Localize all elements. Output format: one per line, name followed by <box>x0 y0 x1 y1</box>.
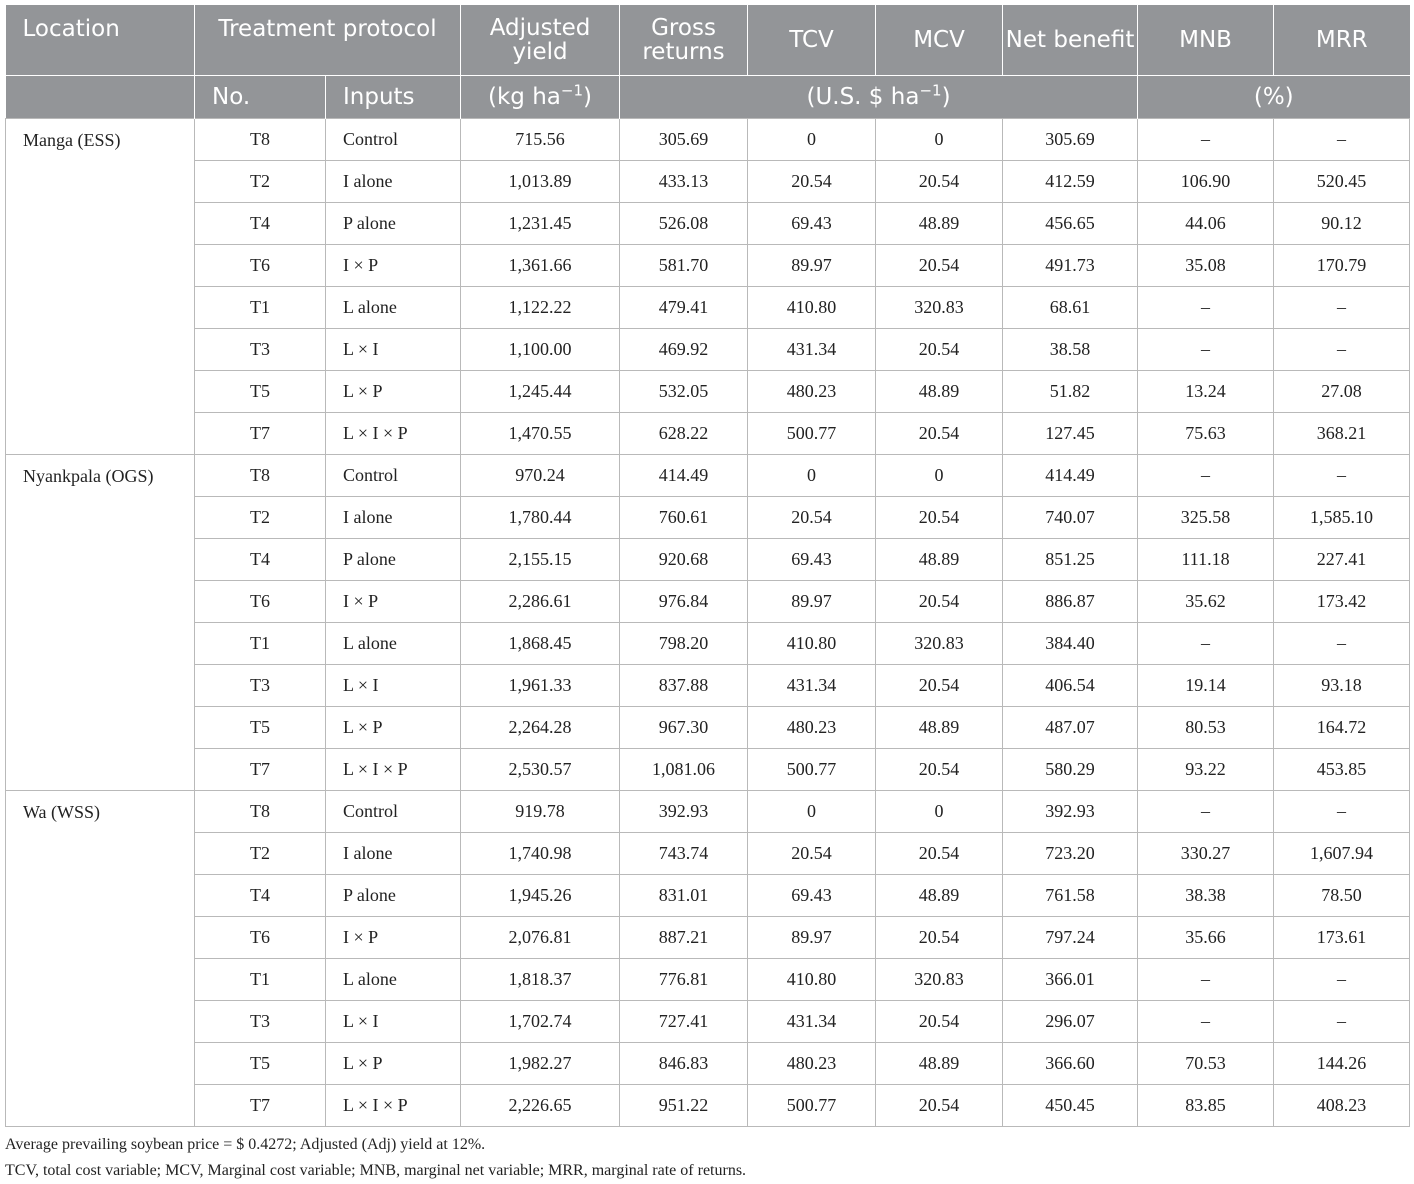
treatment-inputs-cell: L × I <box>326 665 461 707</box>
mnb-cell: – <box>1138 791 1274 833</box>
treatment-inputs-cell: L × P <box>326 371 461 413</box>
net-benefit-cell: 723.20 <box>1003 833 1138 875</box>
mcv-cell: 20.54 <box>876 833 1003 875</box>
treatment-inputs-cell: L × I <box>326 1001 461 1043</box>
mrr-cell: 520.45 <box>1274 161 1410 203</box>
net-benefit-cell: 740.07 <box>1003 497 1138 539</box>
tcv-cell: 89.97 <box>748 245 876 287</box>
table-row <box>6 497 1410 539</box>
treatment-no-cell: T6 <box>195 245 326 287</box>
table-row <box>6 287 1410 329</box>
header-inputs: Inputs <box>326 76 461 119</box>
header-no: No. <box>195 76 326 119</box>
table-row <box>6 581 1410 623</box>
gross-returns-cell: 920.68 <box>620 539 748 581</box>
treatment-inputs-cell: I × P <box>326 917 461 959</box>
gross-returns-cell: 831.01 <box>620 875 748 917</box>
gross-returns-cell: 526.08 <box>620 203 748 245</box>
mrr-cell: 173.42 <box>1274 581 1410 623</box>
treatment-no-cell: T7 <box>195 1085 326 1127</box>
gross-returns-cell: 846.83 <box>620 1043 748 1085</box>
treatment-no-cell: T6 <box>195 581 326 623</box>
tcv-cell: 0 <box>748 791 876 833</box>
net-benefit-cell: 491.73 <box>1003 245 1138 287</box>
tcv-cell: 431.34 <box>748 1001 876 1043</box>
net-benefit-cell: 450.45 <box>1003 1085 1138 1127</box>
header-unit-yield: (kg $ha^{-1}$) <box>461 76 620 119</box>
mrr-cell: 27.08 <box>1274 371 1410 413</box>
mnb-cell: 330.27 <box>1138 833 1274 875</box>
adjusted-yield-cell: 1,231.45 <box>461 203 620 245</box>
net-benefit-cell: 414.49 <box>1003 455 1138 497</box>
tcv-cell: 69.43 <box>748 875 876 917</box>
gross-returns-cell: 532.05 <box>620 371 748 413</box>
tcv-cell: 500.77 <box>748 749 876 791</box>
gross-returns-cell: 628.22 <box>620 413 748 455</box>
treatment-inputs-cell: P alone <box>326 875 461 917</box>
treatment-no-cell: T7 <box>195 413 326 455</box>
footnote-abbreviations: TCV, total cost variable; MCV, Marginal cost variable; MNB, marginal net variable; MRR, marginal rate of returns. <box>5 1162 747 1179</box>
net-benefit-cell: 392.93 <box>1003 791 1138 833</box>
mnb-cell: 325.58 <box>1138 497 1274 539</box>
mcv-cell: 48.89 <box>876 707 1003 749</box>
tcv-cell: 69.43 <box>748 203 876 245</box>
net-benefit-cell: 580.29 <box>1003 749 1138 791</box>
treatment-no-cell: T2 <box>195 161 326 203</box>
treatment-no-cell: T1 <box>195 959 326 1001</box>
treatment-no-cell: T7 <box>195 749 326 791</box>
mrr-cell: – <box>1274 455 1410 497</box>
mcv-cell: 320.83 <box>876 623 1003 665</box>
treatment-no-cell: T8 <box>195 791 326 833</box>
treatment-inputs-cell: L × I <box>326 329 461 371</box>
mrr-cell: – <box>1274 329 1410 371</box>
treatment-no-cell: T8 <box>195 119 326 161</box>
treatment-inputs-cell: I × P <box>326 581 461 623</box>
mrr-cell: 453.85 <box>1274 749 1410 791</box>
treatment-inputs-cell: L alone <box>326 623 461 665</box>
adjusted-yield-cell: 1,982.27 <box>461 1043 620 1085</box>
gross-returns-cell: 967.30 <box>620 707 748 749</box>
mnb-cell: 80.53 <box>1138 707 1274 749</box>
adjusted-yield-cell: 1,470.55 <box>461 413 620 455</box>
tcv-cell: 0 <box>748 455 876 497</box>
mrr-cell: 1,585.10 <box>1274 497 1410 539</box>
mcv-cell: 20.54 <box>876 413 1003 455</box>
mnb-cell: 75.63 <box>1138 413 1274 455</box>
treatment-no-cell: T2 <box>195 497 326 539</box>
tcv-cell: 480.23 <box>748 1043 876 1085</box>
net-benefit-cell: 366.01 <box>1003 959 1138 1001</box>
header-treatment-protocol: Treatment protocol <box>195 5 461 76</box>
treatment-inputs-cell: L × I × P <box>326 413 461 455</box>
adjusted-yield-cell: 970.24 <box>461 455 620 497</box>
tcv-cell: 89.97 <box>748 581 876 623</box>
mnb-cell: 83.85 <box>1138 1085 1274 1127</box>
treatment-no-cell: T1 <box>195 287 326 329</box>
mcv-cell: 20.54 <box>876 581 1003 623</box>
header-location-blank <box>6 76 195 119</box>
adjusted-yield-cell: 715.56 <box>461 119 620 161</box>
mcv-cell: 48.89 <box>876 875 1003 917</box>
table-row <box>6 749 1410 791</box>
mrr-cell: 144.26 <box>1274 1043 1410 1085</box>
gross-returns-cell: 727.41 <box>620 1001 748 1043</box>
table-row <box>6 665 1410 707</box>
tcv-cell: 69.43 <box>748 539 876 581</box>
gross-returns-cell: 837.88 <box>620 665 748 707</box>
adjusted-yield-cell: 1,945.26 <box>461 875 620 917</box>
table-row <box>6 833 1410 875</box>
mcv-cell: 20.54 <box>876 1001 1003 1043</box>
gross-returns-cell: 951.22 <box>620 1085 748 1127</box>
treatment-inputs-cell: L × P <box>326 1043 461 1085</box>
gross-returns-cell: 976.84 <box>620 581 748 623</box>
tcv-cell: 480.23 <box>748 707 876 749</box>
treatment-inputs-cell: P alone <box>326 539 461 581</box>
gross-returns-cell: 760.61 <box>620 497 748 539</box>
table-row <box>6 623 1410 665</box>
mrr-cell: – <box>1274 119 1410 161</box>
treatment-no-cell: T5 <box>195 707 326 749</box>
treatment-no-cell: T4 <box>195 203 326 245</box>
treatment-inputs-cell: L alone <box>326 287 461 329</box>
mnb-cell: 70.53 <box>1138 1043 1274 1085</box>
mnb-cell: – <box>1138 455 1274 497</box>
mnb-cell: 93.22 <box>1138 749 1274 791</box>
treatment-inputs-cell: I alone <box>326 497 461 539</box>
mcv-cell: 320.83 <box>876 959 1003 1001</box>
header-net-benefit: Net benefit <box>1003 5 1138 76</box>
mcv-cell: 20.54 <box>876 917 1003 959</box>
mrr-cell: – <box>1274 623 1410 665</box>
mnb-cell: – <box>1138 329 1274 371</box>
net-benefit-cell: 38.58 <box>1003 329 1138 371</box>
mnb-cell: – <box>1138 1001 1274 1043</box>
mnb-cell: 35.66 <box>1138 917 1274 959</box>
mrr-cell: – <box>1274 287 1410 329</box>
adjusted-yield-cell: 1,818.37 <box>461 959 620 1001</box>
treatment-inputs-cell: Control <box>326 791 461 833</box>
net-benefit-cell: 456.65 <box>1003 203 1138 245</box>
adjusted-yield-cell: 1,013.89 <box>461 161 620 203</box>
table-footnotes <box>5 1132 746 1184</box>
location-cell: Manga (ESS) <box>6 119 195 455</box>
table-row <box>6 1001 1410 1043</box>
net-benefit-cell: 366.60 <box>1003 1043 1138 1085</box>
gross-returns-cell: 305.69 <box>620 119 748 161</box>
tcv-cell: 500.77 <box>748 1085 876 1127</box>
net-benefit-cell: 406.54 <box>1003 665 1138 707</box>
net-benefit-cell: 412.59 <box>1003 161 1138 203</box>
table-row <box>6 413 1410 455</box>
adjusted-yield-cell: 1,100.00 <box>461 329 620 371</box>
treatment-no-cell: T8 <box>195 455 326 497</box>
mcv-cell: 20.54 <box>876 1085 1003 1127</box>
mrr-cell: 93.18 <box>1274 665 1410 707</box>
mcv-cell: 48.89 <box>876 371 1003 413</box>
treatment-inputs-cell: Control <box>326 455 461 497</box>
location-cell: Nyankpala (OGS) <box>6 455 195 791</box>
table-row <box>6 917 1410 959</box>
table-row <box>6 161 1410 203</box>
gross-returns-cell: 392.93 <box>620 791 748 833</box>
adjusted-yield-cell: 1,740.98 <box>461 833 620 875</box>
mrr-cell: – <box>1274 959 1410 1001</box>
header-unit-money: (U.S. $ $ha^{-1}$) <box>620 76 1138 119</box>
tcv-cell: 410.80 <box>748 623 876 665</box>
tcv-cell: 431.34 <box>748 665 876 707</box>
mrr-cell: 173.61 <box>1274 917 1410 959</box>
mnb-cell: 13.24 <box>1138 371 1274 413</box>
header-gross-returns: Gross returns <box>620 5 748 76</box>
table-header <box>6 5 1410 119</box>
treatment-inputs-cell: I alone <box>326 161 461 203</box>
adjusted-yield-cell: 1,702.74 <box>461 1001 620 1043</box>
gross-returns-cell: 469.92 <box>620 329 748 371</box>
mrr-cell: 368.21 <box>1274 413 1410 455</box>
tcv-cell: 500.77 <box>748 413 876 455</box>
mnb-cell: – <box>1138 623 1274 665</box>
table-row <box>6 1043 1410 1085</box>
treatment-no-cell: T6 <box>195 917 326 959</box>
table-row <box>6 1085 1410 1127</box>
mrr-cell: – <box>1274 791 1410 833</box>
table-row <box>6 707 1410 749</box>
treatment-no-cell: T2 <box>195 833 326 875</box>
table-row <box>6 203 1410 245</box>
table-row <box>6 875 1410 917</box>
tcv-cell: 0 <box>748 119 876 161</box>
mcv-cell: 320.83 <box>876 287 1003 329</box>
treatment-inputs-cell: P alone <box>326 203 461 245</box>
gross-returns-cell: 433.13 <box>620 161 748 203</box>
tcv-cell: 410.80 <box>748 287 876 329</box>
header-tcv: TCV <box>748 5 876 76</box>
mrr-cell: 227.41 <box>1274 539 1410 581</box>
table-row <box>6 245 1410 287</box>
table-row <box>6 959 1410 1001</box>
adjusted-yield-cell: 2,226.65 <box>461 1085 620 1127</box>
mnb-cell: 19.14 <box>1138 665 1274 707</box>
net-benefit-cell: 296.07 <box>1003 1001 1138 1043</box>
net-benefit-cell: 305.69 <box>1003 119 1138 161</box>
table-row <box>6 371 1410 413</box>
net-benefit-cell: 886.87 <box>1003 581 1138 623</box>
treatment-inputs-cell: Control <box>326 119 461 161</box>
mrr-cell: 408.23 <box>1274 1085 1410 1127</box>
net-benefit-cell: 761.58 <box>1003 875 1138 917</box>
treatment-inputs-cell: I × P <box>326 245 461 287</box>
header-adjusted-yield: Adjusted yield <box>461 5 620 76</box>
mcv-cell: 48.89 <box>876 539 1003 581</box>
net-benefit-cell: 384.40 <box>1003 623 1138 665</box>
economic-analysis-table <box>5 5 1410 1127</box>
net-benefit-cell: 127.45 <box>1003 413 1138 455</box>
mnb-cell: 44.06 <box>1138 203 1274 245</box>
mcv-cell: 20.54 <box>876 497 1003 539</box>
adjusted-yield-cell: 919.78 <box>461 791 620 833</box>
treatment-inputs-cell: L × I × P <box>326 749 461 791</box>
mnb-cell: – <box>1138 119 1274 161</box>
adjusted-yield-cell: 2,530.57 <box>461 749 620 791</box>
mcv-cell: 20.54 <box>876 749 1003 791</box>
adjusted-yield-cell: 1,122.22 <box>461 287 620 329</box>
mrr-cell: – <box>1274 1001 1410 1043</box>
adjusted-yield-cell: 1,245.44 <box>461 371 620 413</box>
mnb-cell: 111.18 <box>1138 539 1274 581</box>
net-benefit-cell: 851.25 <box>1003 539 1138 581</box>
treatment-inputs-cell: L × I × P <box>326 1085 461 1127</box>
gross-returns-cell: 887.21 <box>620 917 748 959</box>
gross-returns-cell: 798.20 <box>620 623 748 665</box>
table-row <box>6 455 1410 497</box>
table-row <box>6 539 1410 581</box>
mcv-cell: 20.54 <box>876 329 1003 371</box>
treatment-no-cell: T5 <box>195 1043 326 1085</box>
mcv-cell: 20.54 <box>876 161 1003 203</box>
tcv-cell: 410.80 <box>748 959 876 1001</box>
treatment-no-cell: T5 <box>195 371 326 413</box>
gross-returns-cell: 776.81 <box>620 959 748 1001</box>
mnb-cell: 35.08 <box>1138 245 1274 287</box>
footnote-price: Average prevailing soybean price = $ 0.4272; Adjusted (Adj) yield at 12%. <box>5 1136 486 1153</box>
header-mcv: MCV <box>876 5 1003 76</box>
treatment-no-cell: T3 <box>195 1001 326 1043</box>
mnb-cell: 106.90 <box>1138 161 1274 203</box>
net-benefit-cell: 51.82 <box>1003 371 1138 413</box>
adjusted-yield-cell: 1,780.44 <box>461 497 620 539</box>
mcv-cell: 48.89 <box>876 1043 1003 1085</box>
treatment-no-cell: T3 <box>195 329 326 371</box>
mcv-cell: 0 <box>876 791 1003 833</box>
adjusted-yield-cell: 1,361.66 <box>461 245 620 287</box>
mrr-cell: 78.50 <box>1274 875 1410 917</box>
adjusted-yield-cell: 1,961.33 <box>461 665 620 707</box>
treatment-inputs-cell: L × P <box>326 707 461 749</box>
adjusted-yield-cell: 2,264.28 <box>461 707 620 749</box>
net-benefit-cell: 797.24 <box>1003 917 1138 959</box>
net-benefit-cell: 487.07 <box>1003 707 1138 749</box>
mrr-cell: 170.79 <box>1274 245 1410 287</box>
tcv-cell: 20.54 <box>748 833 876 875</box>
table-row <box>6 791 1410 833</box>
treatment-no-cell: T1 <box>195 623 326 665</box>
tcv-cell: 89.97 <box>748 917 876 959</box>
header-mnb: MNB <box>1138 5 1274 76</box>
header-mrr: MRR <box>1274 5 1410 76</box>
mrr-cell: 1,607.94 <box>1274 833 1410 875</box>
mcv-cell: 20.54 <box>876 665 1003 707</box>
gross-returns-cell: 581.70 <box>620 245 748 287</box>
location-cell: Wa (WSS) <box>6 791 195 1127</box>
mcv-cell: 20.54 <box>876 245 1003 287</box>
header-location: Location <box>6 5 195 76</box>
adjusted-yield-cell: 1,868.45 <box>461 623 620 665</box>
mnb-cell: 38.38 <box>1138 875 1274 917</box>
tcv-cell: 431.34 <box>748 329 876 371</box>
mnb-cell: – <box>1138 287 1274 329</box>
mnb-cell: 35.62 <box>1138 581 1274 623</box>
gross-returns-cell: 479.41 <box>620 287 748 329</box>
treatment-no-cell: T3 <box>195 665 326 707</box>
adjusted-yield-cell: 2,286.61 <box>461 581 620 623</box>
adjusted-yield-cell: 2,076.81 <box>461 917 620 959</box>
gross-returns-cell: 414.49 <box>620 455 748 497</box>
table-row <box>6 119 1410 161</box>
tcv-cell: 20.54 <box>748 161 876 203</box>
mnb-cell: – <box>1138 959 1274 1001</box>
gross-returns-cell: 743.74 <box>620 833 748 875</box>
tcv-cell: 480.23 <box>748 371 876 413</box>
treatment-no-cell: T4 <box>195 539 326 581</box>
mcv-cell: 0 <box>876 119 1003 161</box>
net-benefit-cell: 68.61 <box>1003 287 1138 329</box>
adjusted-yield-cell: 2,155.15 <box>461 539 620 581</box>
mcv-cell: 0 <box>876 455 1003 497</box>
gross-returns-cell: 1,081.06 <box>620 749 748 791</box>
treatment-no-cell: T4 <box>195 875 326 917</box>
treatment-inputs-cell: I alone <box>326 833 461 875</box>
table-row <box>6 329 1410 371</box>
header-unit-percent: (%) <box>1138 76 1410 119</box>
tcv-cell: 20.54 <box>748 497 876 539</box>
mrr-cell: 164.72 <box>1274 707 1410 749</box>
mrr-cell: 90.12 <box>1274 203 1410 245</box>
mcv-cell: 48.89 <box>876 203 1003 245</box>
table-body <box>6 119 1410 1127</box>
treatment-inputs-cell: L alone <box>326 959 461 1001</box>
